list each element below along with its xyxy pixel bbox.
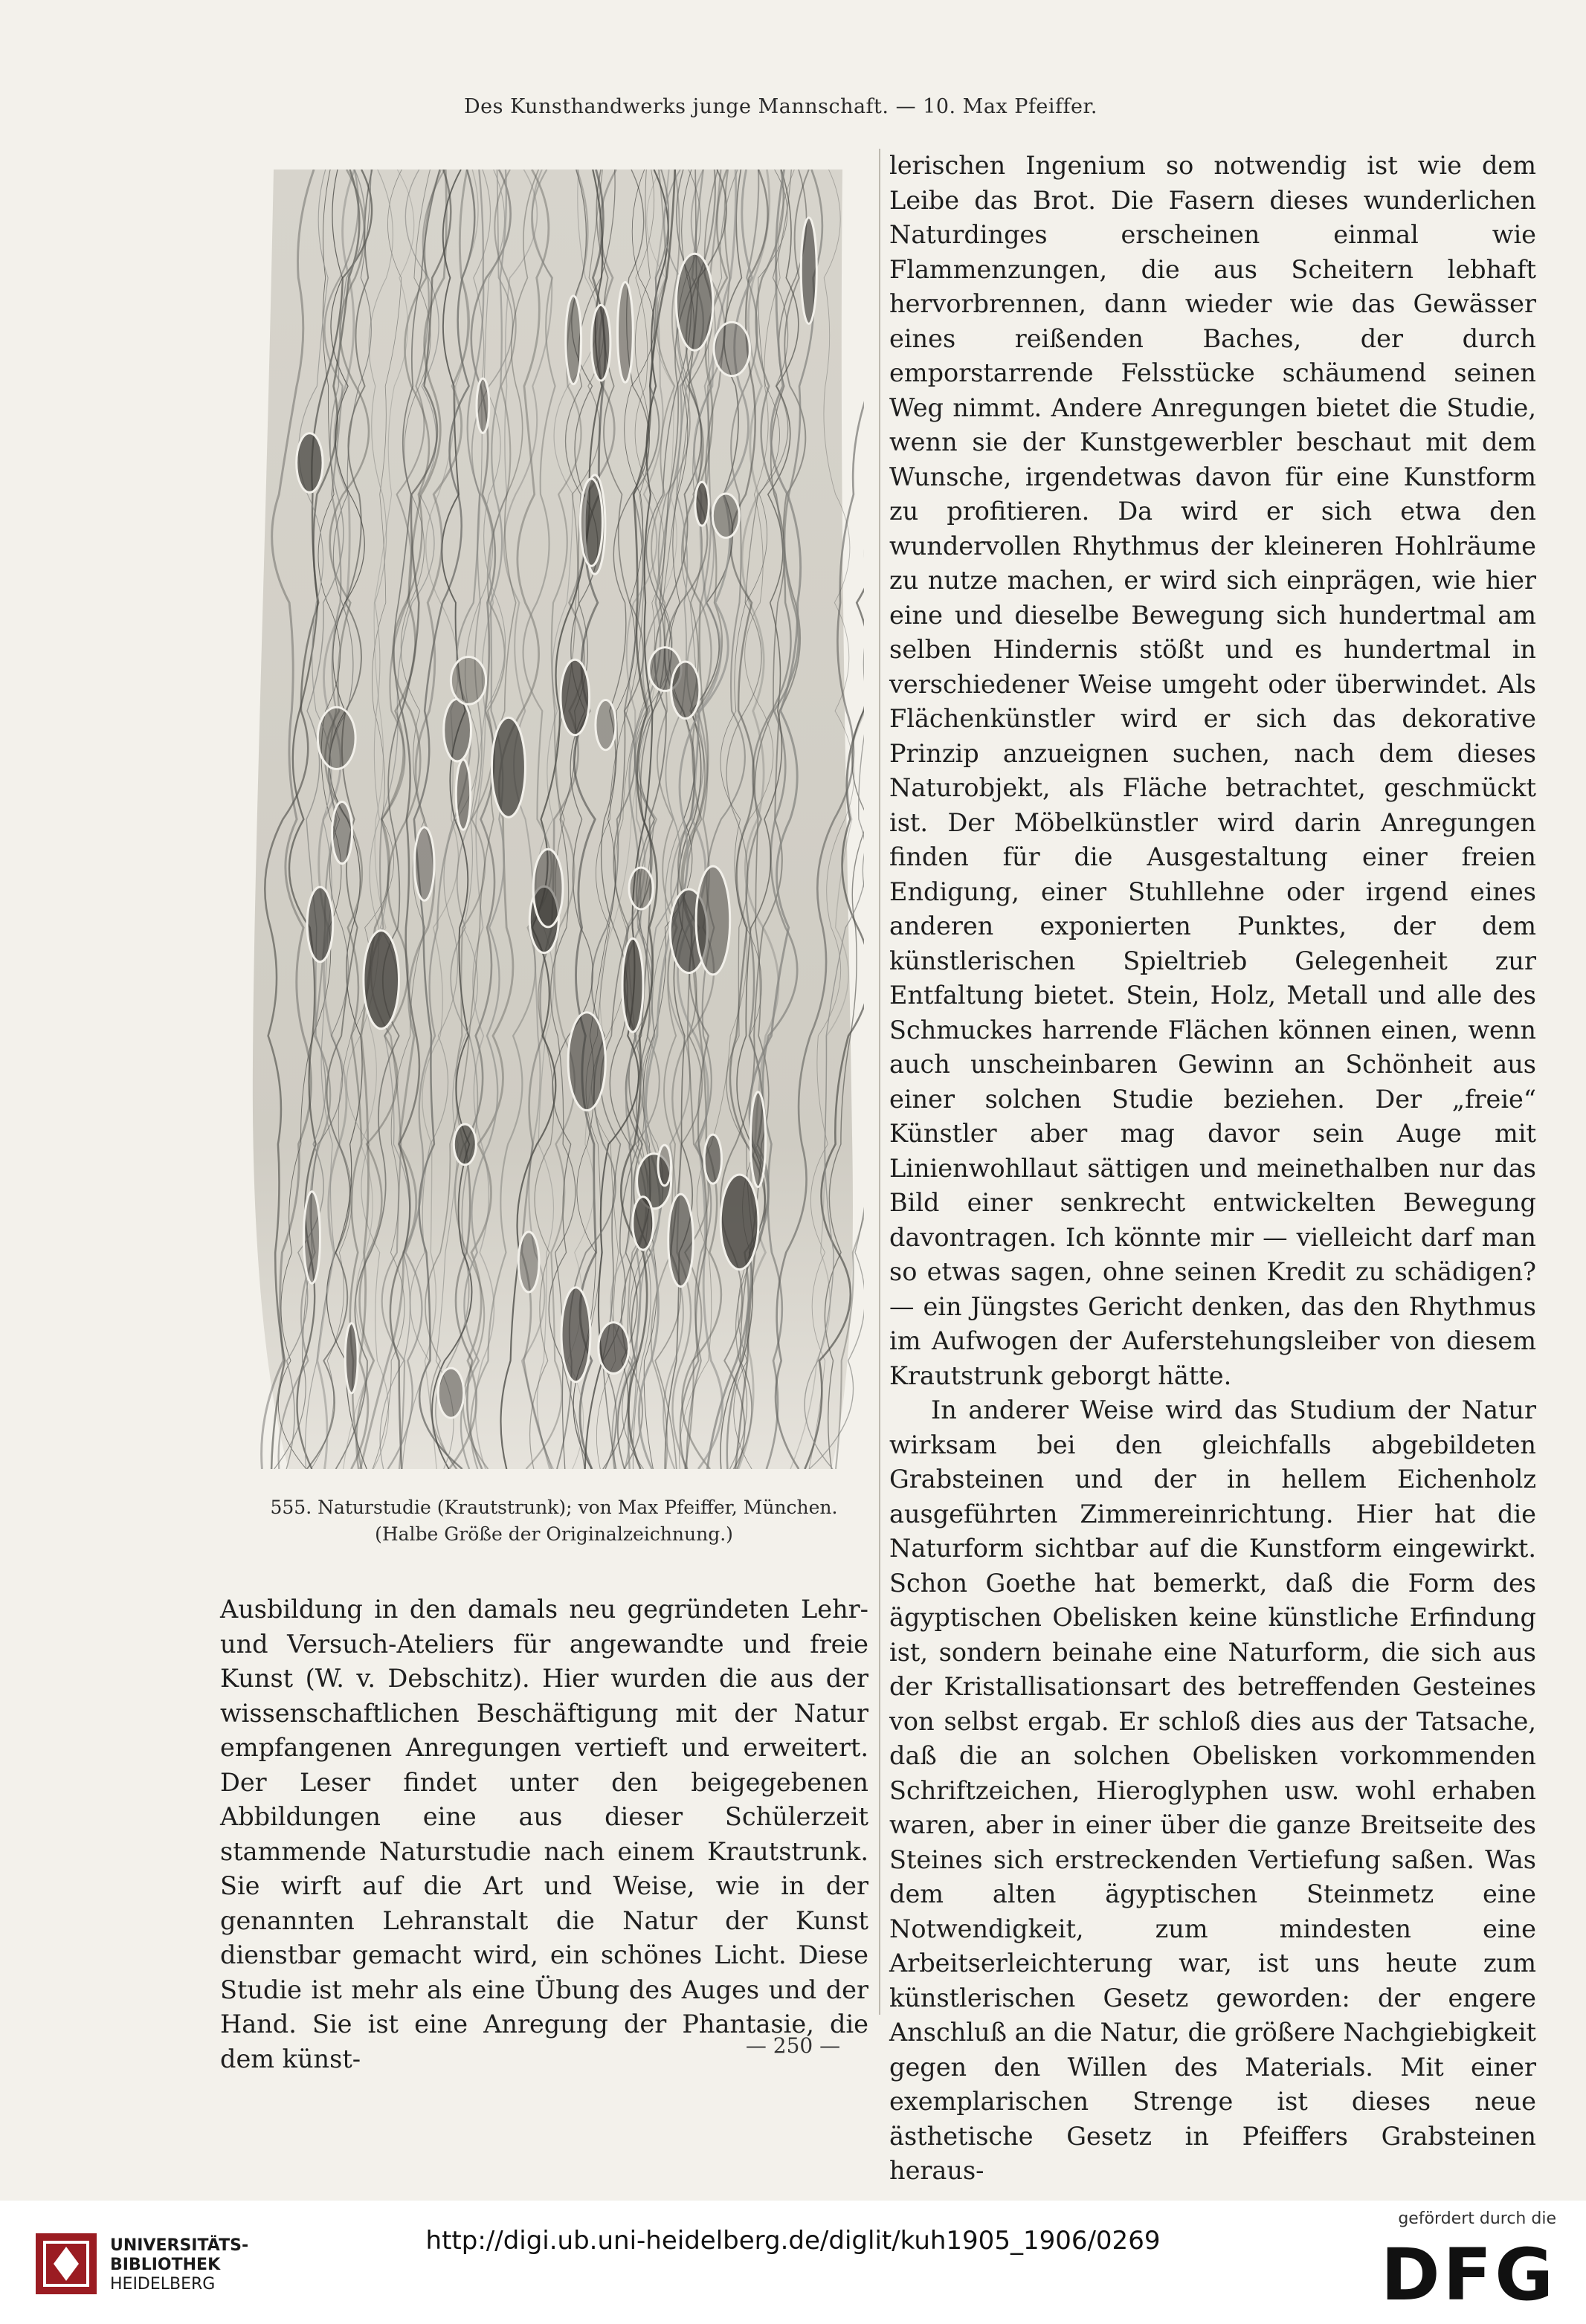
cavity xyxy=(721,1175,758,1270)
cavity xyxy=(332,801,352,863)
cavity xyxy=(622,938,643,1032)
right-column-text xyxy=(889,149,1536,2189)
source-url-link[interactable]: http://digi.ub.uni-heidelberg.de/diglit/kuh1905_1906/0269 xyxy=(425,2226,1161,2256)
cavity xyxy=(677,254,713,350)
digitization-footer xyxy=(0,2201,1586,2324)
institution-line-2: BIBLIOTHEK xyxy=(110,2256,221,2274)
cavity xyxy=(580,479,602,566)
cavity xyxy=(696,866,730,975)
figure-caption xyxy=(223,1494,885,1548)
cavity xyxy=(456,760,470,830)
cavity xyxy=(750,1092,765,1187)
cavity xyxy=(801,218,816,324)
cavity xyxy=(438,1368,464,1418)
cavity xyxy=(477,378,489,433)
right-paragraph-1: lerischen Ingenium so notwendig ist wie dem Leibe das Brot. Die Fasern dieses wunderlichen Naturdinges erscheinen einmal wie Flammenzungen, die aus Scheitern lebhaft hervorbrennen, dann wieder wie das Gewässer eines reißenden Baches, der durch emporstarrende Felsstücke schäumend seinen Weg nimmt. Andere Anregungen bietet die Studie, wenn sie der Kunstgewerbler beschaut mit dem Wunsche, irgendetwas davon für eine Kunstform zu profitieren. Da wird er sich etwa den wundervollen Rhythmus der kleineren Hohlräume zu nutze machen, er wird sich einprägen, wie hier eine und dieselbe Bewegung sich hundertmal am selben Hindernis stößt und es hundertmal in verschiedener Weise umgeht oder überwindet. Als Flächenkünstler wird er sich das dekorative Prinzip anzueignen suchen, nach dem dieses Naturobjekt, als Fläche betrachtet, geschmückt ist. Der Möbelkünstler wird darin Anregungen finden für die Ausgestaltung einer freien Endigung, einer Stuhllehne oder irgend eines anderen exponierten Punktes, der dem künstlerischen Spieltrieb Gelegenheit zur Entfaltung bietet. Stein, Holz, Metall und alle des Schmuckes harrende Flächen können einen, wenn auch unscheinbaren Gewinn an Schönheit aus einer solchen Studie beziehen. Der „freie“ Künstler aber mag davor sein Auge mit Linienwohllaut sättigen und meinethalben nur das Bild einer senkrecht entwickelten Bewegung davontragen. Ich könnte mir — vielleicht darf man so etwas sagen, ohne seinen Kredit zu schädigen? — ein Jüngstes Gericht denken, das den Rhythmus im Aufwogen der Auferstehungsleiber von diesem Krautstrunk geborgt hätte. xyxy=(889,151,1536,1390)
running-head: Des Kunsthandwerks junge Mannschaft. — 10. Max Pfeiffer. xyxy=(464,95,1097,118)
caption-line-2: (Halbe Größe der Originalzeichnung.) xyxy=(375,1523,733,1545)
cavity xyxy=(345,1323,358,1393)
cavity xyxy=(304,1192,320,1284)
dfg-logo-text: DFG xyxy=(1380,2233,1556,2317)
cavity xyxy=(566,296,581,384)
cavity xyxy=(297,433,323,493)
cavity xyxy=(414,827,434,901)
left-column-text xyxy=(220,1592,868,2076)
cavity xyxy=(561,1288,590,1382)
cavity xyxy=(444,699,471,761)
cavity xyxy=(695,482,709,526)
page-number: — 250 — xyxy=(745,2033,841,2058)
cavity xyxy=(491,717,525,817)
caption-line-1: 555. Naturstudie (Krautstrunk); von Max Pfeiffer, München. xyxy=(270,1497,838,1518)
fiber-drawing xyxy=(244,170,864,1469)
cavity xyxy=(658,1145,671,1186)
cavity xyxy=(668,1194,694,1286)
cavity xyxy=(599,1323,629,1374)
cavity xyxy=(596,700,616,750)
institution-line-1: UNIVERSITÄTS- xyxy=(110,2236,249,2255)
cavity xyxy=(714,322,750,375)
cavity xyxy=(364,931,399,1029)
cavity xyxy=(518,1232,539,1292)
cavity xyxy=(568,1013,605,1111)
cavity xyxy=(317,707,355,769)
cavity xyxy=(592,305,610,381)
funded-by-text: gefördert durch die xyxy=(1398,2210,1556,2228)
cavity xyxy=(451,657,486,705)
cavity xyxy=(633,1197,654,1250)
cavity xyxy=(454,1124,476,1165)
right-paragraph-2: In anderer Weise wird das Studium der Natur wirksam bei den gleichfalls abgebildeten Grabsteinen und der in hellem Eichenholz ausgeführten Zimmereinrichtung. Hier hat die Naturform sichtbar auf die Kunstform eingewirkt. Schon Goethe hat bemerkt, daß die Form des ägyptischen Obelisken keine künstliche Erfindung ist, sondern beinahe eine Naturform, die sich aus der Kristallisationsart des betreffenden Gesteines von selbst ergab. Er schloß dies aus der Tatsache, daß die an solchen Obelisken vorkommenden Schriftzeichen, Hieroglyphen usw. wohl erhaben waren, aber in einer über die ganze Breitseite des Steines sich erstreckenden Vertiefung saßen. Was dem alten ägyptischen Steinmetz eine Notwendigkeit, zum mindesten eine Arbeitserleichterung war, ist uns heute zum künstlerischen Gesetz geworden: der engere Anschluß an die Natur, die größere Nachgiebigkeit gegen den Willen des Materials. Mit einer exemplarischen Strenge ist dieses neue ästhetische Gesetz in Pfeiffers Grabsteinen heraus- xyxy=(889,1395,1536,2185)
cavity xyxy=(671,662,700,718)
cavity xyxy=(561,659,590,735)
cabbage-stalk-illustration xyxy=(244,170,864,1469)
cavity xyxy=(704,1134,721,1184)
left-paragraph-1: Ausbildung in den damals neu gegründeten Lehr- und Versuch-Ateliers für angewandte und freie Kunst (W. v. Debschitz). Hier wurden die aus der wissenschaftlichen Beschäftigung mit der Natur empfangenen Anregungen vertieft und erweitert. Der Leser findet unter den beigegebenen Abbildungen eine aus dieser Schülerzeit stammende Naturstudie nach einem Krautstrunk. Sie wirft auf die Art und Weise, wie in der genannten Lehranstalt die Natur der Kunst dienstbar gemacht wird, ein schönes Licht. Diese Studie ist mehr als eine Übung des Auges und der Hand. Sie ist eine Anregung der Phantasie, die dem künst- xyxy=(220,1595,868,2073)
cavity xyxy=(307,887,333,962)
cavity xyxy=(629,868,653,909)
cavity xyxy=(618,283,634,383)
institution-line-3: HEIDELBERG xyxy=(110,2275,216,2294)
column-rule xyxy=(879,149,880,2015)
cavity xyxy=(712,494,739,538)
cavity xyxy=(533,849,563,927)
